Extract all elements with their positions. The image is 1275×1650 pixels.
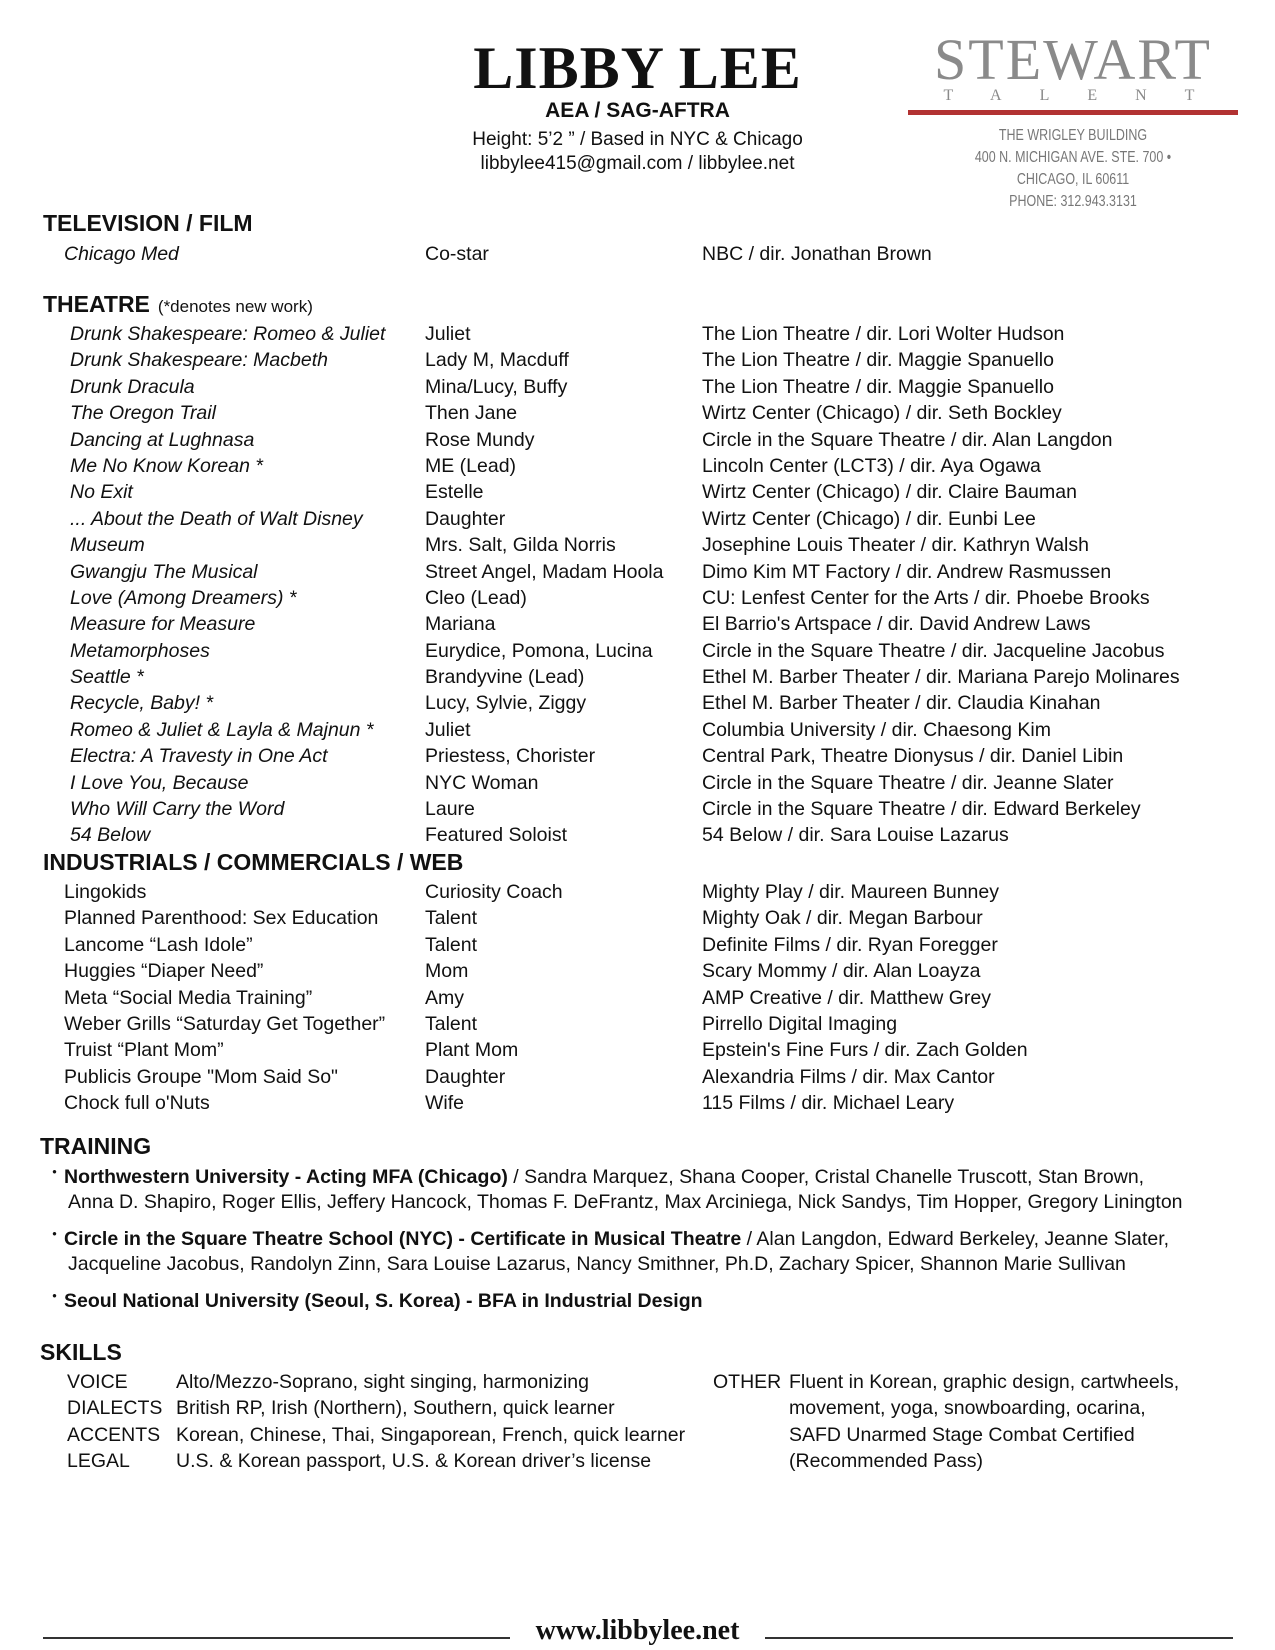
training-school: Circle in the Square Theatre School (NYC) - Certificate in Musical Theatre xyxy=(64,1228,742,1250)
section-heading-skills: SKILLS xyxy=(40,1339,122,1365)
credit-row xyxy=(0,664,1275,690)
credit-role: Daughter xyxy=(425,1065,506,1088)
agency-logo: STEWART xyxy=(934,27,1212,92)
credit-row xyxy=(0,717,1275,743)
credit-role: Talent xyxy=(425,907,478,930)
footer-website-text[interactable]: www.libbylee.net xyxy=(522,1615,754,1646)
credit-role: Then Jane xyxy=(425,402,518,425)
skill-other-line: SAFD Unarmed Stage Combat Certified xyxy=(789,1423,1135,1446)
credit-row xyxy=(0,400,1275,426)
credit-row xyxy=(0,241,1275,267)
credit-venue-director: Columbia University / dir. Chaesong Kim xyxy=(702,718,1051,741)
credit-title: No Exit xyxy=(70,481,133,504)
credit-venue-director: Ethel M. Barber Theater / dir. Mariana Parejo Molinares xyxy=(702,666,1180,689)
training-teachers: / Alan Langdon, Edward Berkeley, Jeanne Slater, xyxy=(741,1228,1170,1250)
training-item xyxy=(40,1289,1250,1314)
credit-venue-director: Wirtz Center (Chicago) / dir. Eunbi Lee xyxy=(702,507,1036,530)
section-heading-training: TRAINING xyxy=(40,1133,152,1159)
credit-venue-director: Ethel M. Barber Theater / dir. Claudia Kinahan xyxy=(702,692,1101,715)
credit-title: Meta “Social Media Training” xyxy=(64,986,313,1009)
agency-rule xyxy=(908,110,1238,115)
credit-title: Truist “Plant Mom” xyxy=(64,1039,224,1062)
credit-row xyxy=(0,1090,1275,1116)
credit-venue-director: Dimo Kim MT Factory / dir. Andrew Rasmussen xyxy=(702,560,1112,583)
skill-label-legal: LEGAL xyxy=(67,1450,130,1473)
theatre-note: (*denotes new work) xyxy=(157,297,313,316)
credit-venue-director: The Lion Theatre / dir. Maggie Spanuello xyxy=(702,375,1054,398)
credit-role: Featured Soloist xyxy=(425,824,567,847)
credit-row xyxy=(0,374,1275,400)
credit-venue-director: Circle in the Square Theatre / dir. Alan Langdon xyxy=(702,428,1113,451)
credit-venue-director: Epstein's Fine Furs / dir. Zach Golden xyxy=(702,1039,1028,1062)
credit-title: Metamorphoses xyxy=(70,639,210,662)
skill-value-voice: Alto/Mezzo-Soprano, sight singing, harmonizing xyxy=(176,1371,589,1393)
credit-role: Juliet xyxy=(425,718,471,741)
skill-label-dialects: DIALECTS xyxy=(67,1397,163,1420)
credit-title: Romeo & Juliet & Layla & Majnun * xyxy=(70,718,374,741)
credit-role: Eurydice, Pomona, Lucina xyxy=(425,639,653,662)
credit-title: Dancing at Lughnasa xyxy=(70,428,255,451)
credit-role: Mina/Lucy, Buffy xyxy=(425,375,568,398)
industrial-credits xyxy=(0,879,1275,1117)
credit-row xyxy=(0,822,1275,848)
credit-title: Gwangju The Musical xyxy=(70,560,258,583)
credit-role: Amy xyxy=(425,986,464,1009)
credit-title: Drunk Shakespeare: Romeo & Juliet xyxy=(70,323,386,345)
credit-row xyxy=(0,958,1275,984)
credit-role: Lucy, Sylvie, Ziggy xyxy=(425,692,587,715)
credit-title: ... About the Death of Walt Disney xyxy=(70,507,363,530)
credit-role: Curiosity Coach xyxy=(425,881,563,903)
credit-role: Talent xyxy=(425,1012,478,1035)
credit-role: Wife xyxy=(425,1092,464,1115)
credit-venue-director: Circle in the Square Theatre / dir. Edward Berkeley xyxy=(702,798,1141,821)
credit-row xyxy=(0,1011,1275,1037)
credit-row xyxy=(0,985,1275,1011)
skill-other-line: Fluent in Korean, graphic design, cartwheels, xyxy=(789,1371,1180,1393)
credit-venue-director: 54 Below / dir. Sara Louise Lazarus xyxy=(702,824,1009,847)
credit-venue-director: AMP Creative / dir. Matthew Grey xyxy=(702,986,991,1009)
credit-role: Mrs. Salt, Gilda Norris xyxy=(425,534,616,557)
credit-row xyxy=(0,585,1275,611)
credit-title: Who Will Carry the Word xyxy=(70,798,285,821)
skill-label-voice: VOICE xyxy=(67,1371,128,1393)
section-heading-industrials: INDUSTRIALS / COMMERCIALS / WEB xyxy=(43,849,464,875)
credit-title: Lancome “Lash Idole” xyxy=(64,933,253,956)
agency-building: THE WRIGLEY BUILDING xyxy=(998,127,1148,144)
training-item xyxy=(40,1227,1250,1276)
credit-venue-director: Central Park, Theatre Dionysus / dir. Daniel Libin xyxy=(702,745,1124,768)
credit-role: Priestess, Chorister xyxy=(425,745,596,768)
credit-row xyxy=(0,932,1275,958)
credit-title: Electra: A Travesty in One Act xyxy=(70,745,328,768)
credit-row xyxy=(0,321,1275,347)
training-teachers-cont: Anna D. Shapiro, Roger Ellis, Jeffery Hancock, Thomas F. DeFrantz, Max Arciniega, Nick Sandys, Tim Hopper, Gregory Linington xyxy=(68,1190,1183,1213)
skill-value-dialects: British RP, Irish (Northern), Southern, quick learner xyxy=(176,1397,615,1420)
credit-venue-director: Circle in the Square Theatre / dir. Jeanne Slater xyxy=(702,771,1114,794)
credit-row xyxy=(0,690,1275,716)
agency-block xyxy=(908,27,1238,213)
credit-title: Lingokids xyxy=(64,881,147,903)
theatre-credits xyxy=(0,321,1275,849)
skill-value-accents: Korean, Chinese, Thai, Singaporean, French, quick learner xyxy=(176,1423,686,1446)
bullet-icon: ・ xyxy=(45,1287,65,1308)
training-teachers-cont: Jacqueline Jacobus, Randolyn Zinn, Sara Louise Lazarus, Nancy Smithner, Ph.D, Zachary Spicer, Shannon Marie Sullivan xyxy=(68,1252,1126,1275)
agency-phone: PHONE: 312.943.3131 xyxy=(1009,193,1137,210)
credit-venue-director: Lincoln Center (LCT3) / dir. Aya Ogawa xyxy=(702,454,1041,477)
credit-row xyxy=(0,479,1275,505)
credit-row xyxy=(0,638,1275,664)
footer-website[interactable] xyxy=(0,1614,1275,1648)
credit-row xyxy=(0,453,1275,479)
credit-role: Mariana xyxy=(425,613,496,636)
skill-other-line: (Recommended Pass) xyxy=(789,1450,983,1473)
credit-title: Drunk Shakespeare: Macbeth xyxy=(70,349,328,372)
credit-row xyxy=(0,1037,1275,1063)
credit-row xyxy=(0,879,1275,905)
credit-role: Juliet xyxy=(425,323,471,345)
credit-venue-director: 115 Films / dir. Michael Leary xyxy=(702,1092,955,1115)
credit-row xyxy=(0,1064,1275,1090)
credit-title: Chock full o'Nuts xyxy=(64,1092,210,1115)
credit-role: Plant Mom xyxy=(425,1039,519,1062)
credit-title: Chicago Med xyxy=(64,243,179,265)
credit-row xyxy=(0,796,1275,822)
credit-role: Talent xyxy=(425,933,478,956)
credit-role: Daughter xyxy=(425,507,506,530)
credit-row xyxy=(0,427,1275,453)
training-item xyxy=(40,1165,1250,1214)
credit-venue-director: Alexandria Films / dir. Max Cantor xyxy=(702,1065,995,1088)
section-heading-theatre xyxy=(43,290,313,321)
credit-row xyxy=(0,347,1275,373)
credit-row xyxy=(0,532,1275,558)
bullet-icon: ・ xyxy=(45,1163,65,1184)
credit-row xyxy=(0,743,1275,769)
credit-role: Cleo (Lead) xyxy=(425,586,527,609)
credit-row xyxy=(0,905,1275,931)
credit-title: Drunk Dracula xyxy=(70,375,195,398)
credit-row xyxy=(0,770,1275,796)
credit-venue-director: Circle in the Square Theatre / dir. Jacqueline Jacobus xyxy=(702,639,1165,662)
training-school: Northwestern University - Acting MFA (Chicago) xyxy=(64,1166,508,1188)
credit-title: Me No Know Korean * xyxy=(70,454,263,477)
credit-title: I Love You, Because xyxy=(70,771,249,794)
credit-venue-director: NBC / dir. Jonathan Brown xyxy=(702,243,932,265)
credit-row xyxy=(0,559,1275,585)
credit-role: ME (Lead) xyxy=(425,454,517,477)
credit-title: Publicis Groupe "Mom Said So" xyxy=(64,1065,338,1088)
credit-role: Laure xyxy=(425,798,475,821)
actor-name: LIBBY LEE xyxy=(473,35,802,101)
credit-venue-director: Mighty Oak / dir. Megan Barbour xyxy=(702,907,983,930)
credit-role: NYC Woman xyxy=(425,771,539,794)
training-school: Seoul National University (Seoul, S. Korea) - BFA in Industrial Design xyxy=(64,1290,703,1312)
credit-role: Rose Mundy xyxy=(425,428,535,451)
credit-role: Co-star xyxy=(425,243,489,265)
credit-title: Measure for Measure xyxy=(70,613,256,636)
credit-role: Lady M, Macduff xyxy=(425,349,569,372)
skill-label-other: OTHER xyxy=(713,1371,782,1393)
height-location: Height: 5’2 ” / Based in NYC & Chicago xyxy=(472,129,803,150)
credit-row xyxy=(0,506,1275,532)
credit-title: Planned Parenthood: Sex Education xyxy=(64,907,379,930)
credit-venue-director: Definite Films / dir. Ryan Foregger xyxy=(702,933,998,956)
credit-venue-director: Wirtz Center (Chicago) / dir. Seth Bockley xyxy=(702,402,1062,425)
credit-title: Seattle * xyxy=(70,666,144,689)
credit-title: Love (Among Dreamers) * xyxy=(70,586,297,609)
credit-role: Estelle xyxy=(425,481,484,504)
agency-address: 400 N. MICHIGAN AVE. STE. 700 • CHICAGO, IL 60611 xyxy=(974,149,1172,188)
theatre-heading-text: THEATRE xyxy=(43,291,150,317)
skill-value-legal: U.S. & Korean passport, U.S. & Korean driver’s license xyxy=(176,1450,652,1473)
skill-label-accents: ACCENTS xyxy=(67,1423,161,1446)
tv-film-credits xyxy=(0,241,1275,267)
credit-venue-director: Pirrello Digital Imaging xyxy=(702,1012,898,1035)
credit-venue-director: The Lion Theatre / dir. Lori Wolter Hudson xyxy=(702,323,1065,345)
credit-title: The Oregon Trail xyxy=(70,402,216,425)
credit-title: 54 Below xyxy=(70,824,151,847)
credit-venue-director: Josephine Louis Theater / dir. Kathryn Walsh xyxy=(702,534,1089,557)
credit-venue-director: Scary Mommy / dir. Alan Loayza xyxy=(702,960,981,983)
agency-logo-sub: TALENT xyxy=(943,87,1233,104)
skill-other-line: movement, yoga, snowboarding, ocarina, xyxy=(789,1397,1146,1420)
credit-venue-director: CU: Lenfest Center for the Arts / dir. Phoebe Brooks xyxy=(702,586,1150,609)
credit-venue-director: Wirtz Center (Chicago) / dir. Claire Bauman xyxy=(702,481,1077,504)
union-affiliations: AEA / SAG-AFTRA xyxy=(545,99,730,122)
bullet-icon: ・ xyxy=(45,1225,65,1246)
section-heading-tv-film: TELEVISION / FILM xyxy=(43,210,253,236)
credit-venue-director: Mighty Play / dir. Maureen Bunney xyxy=(702,881,999,903)
credit-title: Huggies “Diaper Need” xyxy=(64,960,264,983)
credit-title: Museum xyxy=(70,534,145,557)
credit-role: Brandyvine (Lead) xyxy=(425,666,585,689)
training-teachers: / Sandra Marquez, Shana Cooper, Cristal Chanelle Truscott, Stan Brown, xyxy=(507,1166,1145,1188)
credit-title: Weber Grills “Saturday Get Together” xyxy=(64,1012,386,1035)
credit-row xyxy=(0,611,1275,637)
credit-venue-director: El Barrio's Artspace / dir. David Andrew Laws xyxy=(702,613,1091,636)
contact-line[interactable]: libbylee415@gmail.com / libbylee.net xyxy=(480,153,795,174)
credit-title: Recycle, Baby! * xyxy=(70,692,214,715)
credit-role: Mom xyxy=(425,960,469,983)
credit-role: Street Angel, Madam Hoola xyxy=(425,560,664,583)
credit-venue-director: The Lion Theatre / dir. Maggie Spanuello xyxy=(702,349,1054,372)
